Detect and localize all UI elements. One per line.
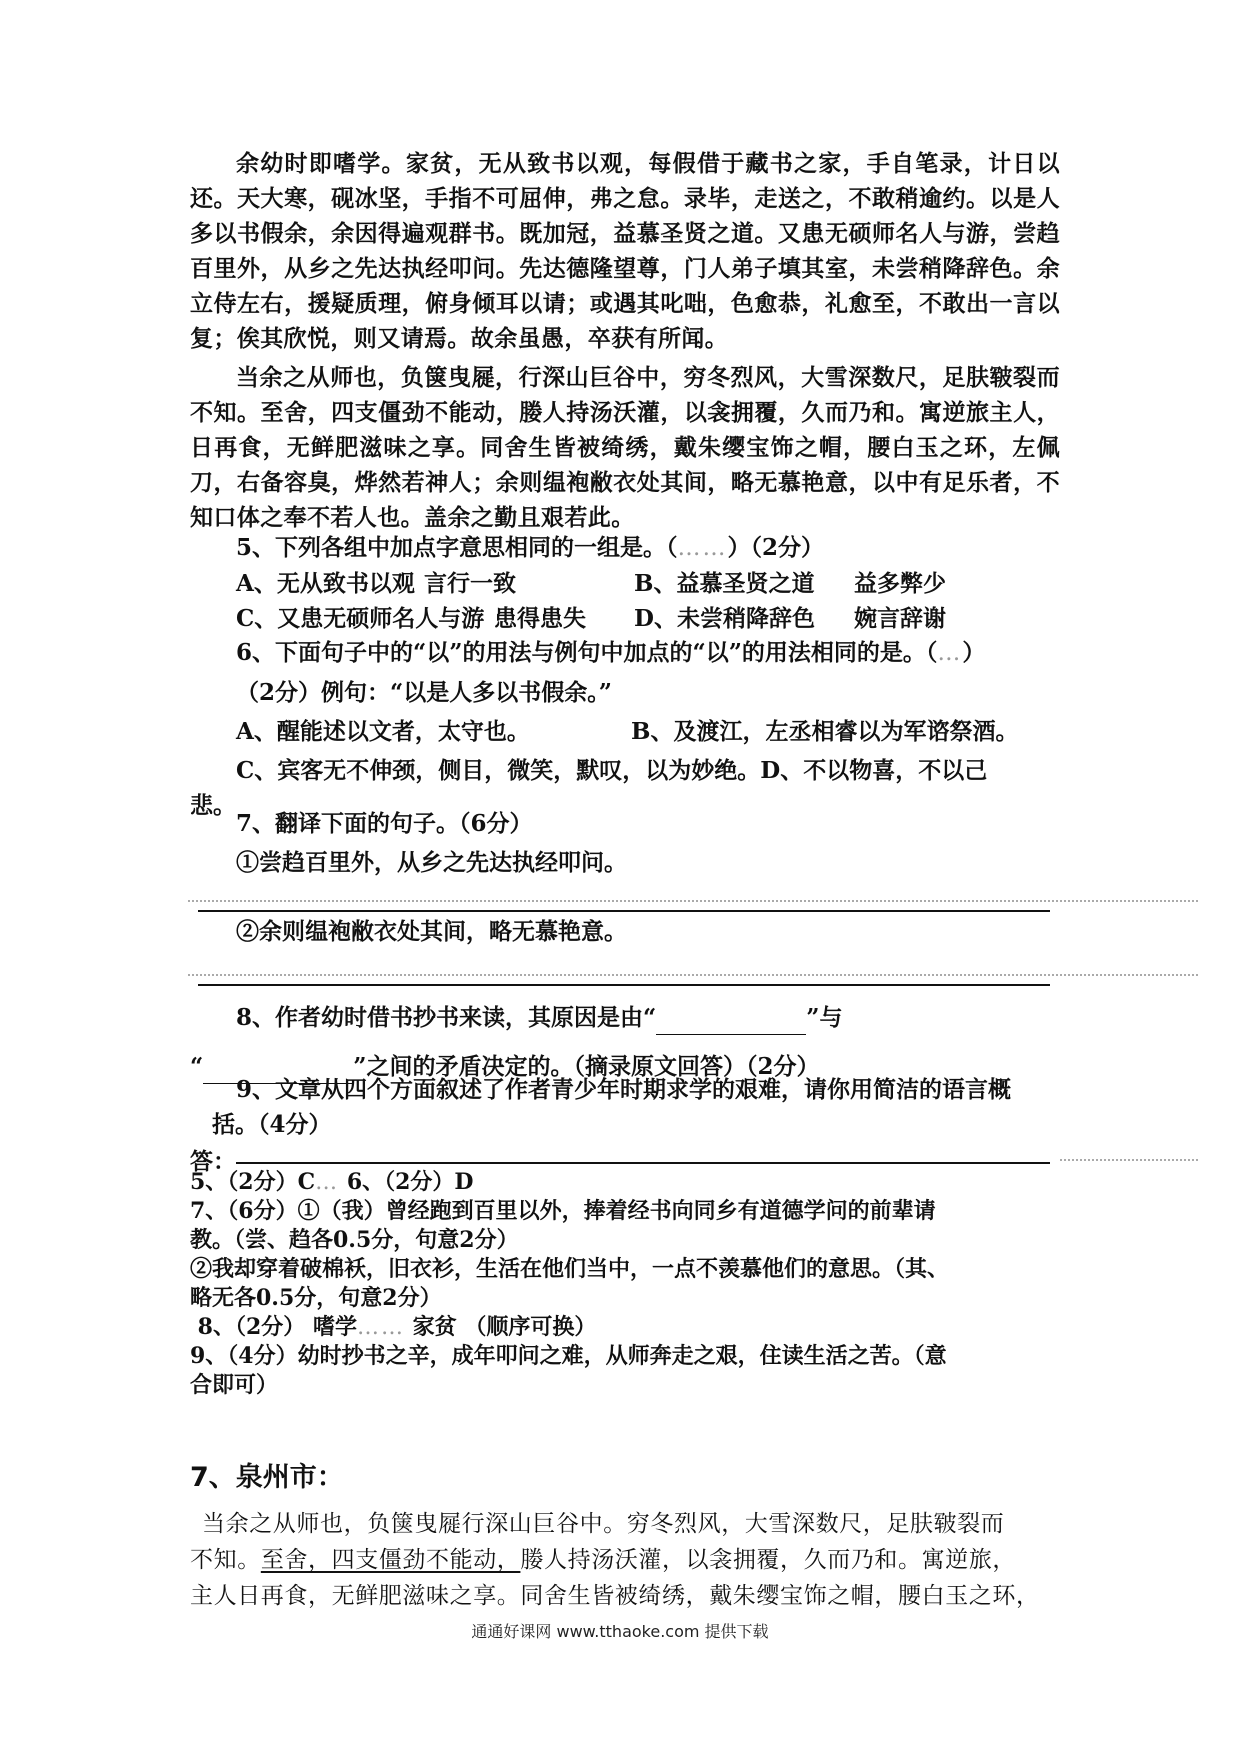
- question-6-stem-text: 6、下面句子中的“以”的用法与例句中加点的“以”的用法相同的是。（: [236, 639, 938, 666]
- option-d-left: D、未尝稍降辞色: [634, 605, 815, 632]
- option-a-left: A、无从致书以观: [236, 570, 415, 597]
- option-a: A、醒能述以文者，太守也。: [236, 718, 530, 745]
- question-6-stem-end: ）: [962, 639, 986, 666]
- section-7-passage: [190, 1506, 1060, 1614]
- answer-8-label: 8、（2分）: [197, 1314, 306, 1340]
- question-9-line-2: 括。（4分）: [212, 1111, 332, 1138]
- question-9-answer-label: 答：: [190, 1148, 236, 1175]
- option-b-right: 益多弊少: [854, 570, 946, 597]
- section-7-line-2-post: 媵人持汤沃灌，以衾拥覆，久而乃和。寓逆旅，: [520, 1547, 1017, 1573]
- answer-dotted-line: [188, 974, 1198, 976]
- question-8-text-d: ”之间的矛盾决定的。（摘录原文回答）（2分）: [353, 1053, 820, 1080]
- answer-dots: …: [937, 640, 963, 666]
- fill-blank-1[interactable]: [656, 1008, 806, 1035]
- question-6-row-cd-cont: 悲。: [190, 792, 236, 819]
- answer-8-note: （顺序可换）: [464, 1314, 597, 1340]
- answer-dots: ……: [677, 535, 728, 561]
- question-8-text-a: 8、作者幼时借书抄书来读，其原因是由“: [236, 1004, 657, 1031]
- question-8-line-1: [190, 1000, 1060, 1035]
- answer-5-6: [190, 1168, 1060, 1197]
- question-6-stem: [190, 635, 1060, 671]
- answer-key: [190, 1168, 1060, 1400]
- option-b-left: B、益慕圣贤之道: [634, 570, 815, 597]
- passage-paragraph-1: 余幼时即嗜学。家贫，无从致书以观，每假借于藏书之家，手自笔录，计日以还。天大寒，砚冰坚，手指不可屈伸，弗之怠。录毕，走送之，不敢稍逾约。以是人多以书假余，余因得遍观群书。既加冠，益慕圣贤之道。又患无硕师名人与游，尝趋百里外，从乡之先达执经叩问。先达德隆望尊，门人弟子填其室，未尝稍降辞色。余立侍左右，援疑质理，俯身倾耳以请；或遇其叱咄，色愈恭，礼愈至，不敢出一言以复；俟其欣悦，则又请焉。故余虽愚，卒获有所闻。: [190, 150, 1060, 352]
- question-6-row-cd: C、宾客无不伸颈，侧目，微笑，默叹，以为妙绝。D、不以物喜，不以己: [236, 757, 988, 784]
- answer-7-line-2: 教。（尝、趋各0.5分，句意2分）: [190, 1227, 519, 1253]
- option-c-left: C、又患无硕师名人与游: [236, 605, 485, 632]
- answer-8-word-1: 嗜学: [312, 1314, 357, 1340]
- answer-line: [198, 984, 1050, 986]
- answer-9-line-1: 9、（4分）幼时抄书之辛，成年叩问之难，从师奔走之艰，住读生活之苦。（意: [190, 1343, 947, 1369]
- section-7-line-2-pre: 不知。: [190, 1547, 261, 1573]
- question-7-sentence-2: ②余则缊袍敝衣处其间，略无慕艳意。: [236, 918, 627, 945]
- question-5-stem-text: 5、下列各组中加点字意思相同的一组是。（: [236, 534, 678, 561]
- question-6-row-ab: [190, 714, 1060, 749]
- answer-8: [190, 1313, 1060, 1342]
- question-5-stem: [190, 530, 1060, 566]
- answer-9-line-2: 合即可）: [190, 1372, 279, 1398]
- question-5-row-cd: [190, 601, 1060, 636]
- passage: [190, 146, 1060, 535]
- section-heading: 7、泉州市：: [190, 1462, 344, 1493]
- section-7-line-2: [190, 1542, 1060, 1578]
- answer-5: 5、（2分）C: [190, 1169, 316, 1195]
- answer-dots: …: [315, 1170, 340, 1195]
- question-6-example: （2分）例句：“以是人多以书假余。”: [236, 679, 612, 706]
- answer-line: [198, 910, 1050, 912]
- passage-paragraph-2: 当余之从师也，负箧曳屣，行深山巨谷中，穷冬烈风，大雪深数尺，足肤皲裂而不知。至舍，四支僵劲不能动，媵人持汤沃灌，以衾拥覆，久而乃和。寓逆旅主人，日再食，无鲜肥滋味之享。同舍生皆被绮绣，戴朱缨宝饰之帽，腰白玉之环，左佩刀，右备容臭，烨然若神人；余则缊袍敝衣处其间，略无慕艳意，以中有足乐者，不知口体之奉不若人也。盖余之勤且艰若此。: [190, 364, 1060, 531]
- question-6: [190, 635, 1060, 823]
- question-8-text-c: “: [190, 1053, 204, 1080]
- question-7-sentence-1: ①尝趋百里外，从乡之先达执经叩问。: [236, 849, 627, 876]
- option-d-right: 婉言辞谢: [854, 605, 946, 632]
- question-9-line-1: 9、文章从四个方面叙述了作者青少年时期求学的艰难，请你用简洁的语言概: [236, 1076, 1012, 1103]
- question-5: [190, 530, 1060, 636]
- answer-dotted-line: [188, 900, 1198, 902]
- question-7: [190, 806, 1060, 880]
- question-5-stem-end: ）（2分）: [727, 534, 825, 561]
- page-footer: 通通好课网 www.tthaoke.com 提供下载: [471, 1622, 769, 1641]
- answer-7-line-3: ②我却穿着破棉袄，旧衣衫，生活在他们当中，一点不羡慕他们的意思。（其、: [190, 1256, 950, 1282]
- option-a-right: 言行一致: [424, 570, 516, 597]
- option-c-right: 患得患失: [494, 605, 586, 632]
- question-7-stem: 7、翻译下面的句子。（6分）: [236, 810, 533, 837]
- question-8-text-b: ”与: [806, 1004, 843, 1031]
- answer-line: [236, 1162, 1050, 1164]
- section-7-underlined-text: 至舍，四支僵劲不能动，: [260, 1547, 521, 1573]
- option-b: B、及渡江，左丞相睿以为军谘祭酒。: [631, 718, 1019, 745]
- question-7-part-2: [190, 914, 1060, 949]
- section-7-line-1: 当余之从师也，负箧曳屣行深山巨谷中。穷冬烈风，大雪深数尺，足肤皲裂而: [202, 1511, 1005, 1537]
- answer-8-word-2: 家贫: [412, 1314, 457, 1340]
- answer-7-line-1: 7、（6分）①（我）曾经跑到百里以外，捧着经书向同乡有道德学问的前辈请: [190, 1198, 936, 1224]
- section-7-line-3: 主人日再食，无鲜肥滋味之享。同舍生皆被绮绣，戴朱缨宝饰之帽，腰白玉之环，: [190, 1583, 1040, 1609]
- answer-7-line-4: 略无各0.5分，句意2分）: [190, 1285, 442, 1311]
- answer-dotted-line: [1060, 1159, 1198, 1161]
- question-5-row-ab: [190, 566, 1060, 601]
- answer-6: 6、（2分）D: [346, 1169, 474, 1195]
- answer-dots: ……: [356, 1315, 405, 1340]
